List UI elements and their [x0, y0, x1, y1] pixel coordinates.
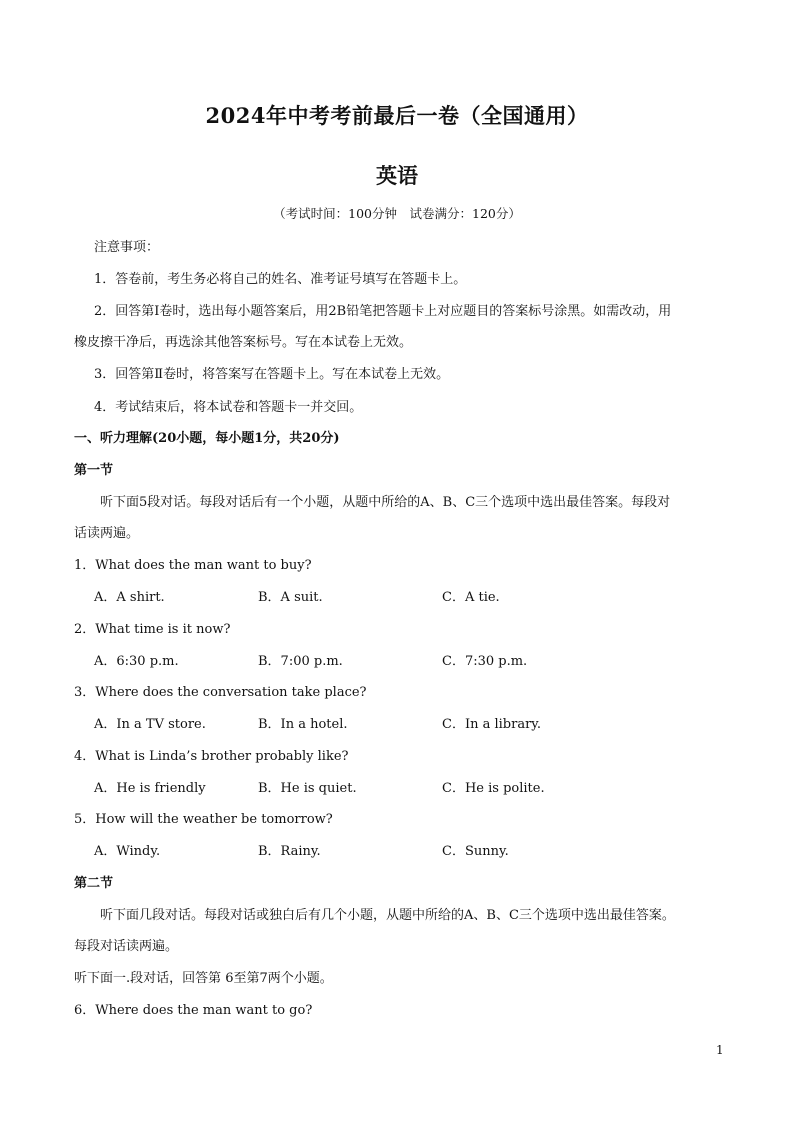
- note-item: 1．答卷前，考生务必将自己的姓名、准考证号填写在答题卡上。: [94, 272, 467, 287]
- question-stem: 3．Where does the conversation take place?: [74, 685, 367, 700]
- option-a: A．In a TV store.: [94, 717, 206, 732]
- option-a: A．He is friendly: [94, 781, 206, 796]
- note-item: 4．考试结束后，将本试卷和答题卡一并交回。: [94, 400, 363, 415]
- question-stem: 1．What does the man want to buy?: [74, 558, 312, 573]
- option-a: A．Windy.: [94, 844, 161, 859]
- option-c: C．7:30 p.m.: [442, 654, 528, 669]
- part-instruction: 听下面几段对话。每段对话或独白后有几个小题，从题中所给的A、B、C三个选项中选出最佳答案。: [100, 908, 675, 923]
- note-item: 2．回答第Ⅰ卷时，选出每小题答案后，用2B铅笔把答题卡上对应题目的答案标号涂黑。如需改动，用: [94, 304, 672, 319]
- page-number: 1: [716, 1043, 724, 1057]
- exam-meta: （考试时间：100分钟 试卷满分：120分）: [273, 206, 521, 221]
- option-a: A．A shirt.: [94, 590, 165, 605]
- option-c: C．Sunny.: [442, 844, 509, 859]
- option-b: B．He is quiet.: [258, 781, 357, 796]
- note-item-continued: 橡皮擦干净后，再选涂其他答案标号。写在本试卷上无效。: [74, 335, 413, 350]
- note-item: 3．回答第Ⅱ卷时，将答案写在答题卡上。写在本试卷上无效。: [94, 367, 450, 382]
- option-c: C．In a library.: [442, 717, 542, 732]
- option-b: B．In a hotel.: [258, 717, 348, 732]
- option-b: B．Rainy.: [258, 844, 321, 859]
- part-instruction-continued: 话读两遍。: [74, 526, 140, 541]
- question-stem: 4．What is Linda’s brother probably like?: [74, 749, 349, 764]
- question-stem: 2．What time is it now?: [74, 622, 231, 637]
- question-stem: 6．Where does the man want to go?: [74, 1003, 313, 1018]
- option-a: A．6:30 p.m.: [94, 654, 179, 669]
- part-heading: 第一节: [74, 463, 114, 478]
- sub-instruction: 听下面一.段对话，回答第 6至第7两个小题。: [74, 971, 333, 986]
- part-instruction-continued: 每段对话读两遍。: [74, 939, 179, 954]
- part-instruction: 听下面5段对话。每段对话后有一个小题，从题中所给的A、B、C三个选项中选出最佳答案。每段对: [100, 495, 671, 510]
- notes-heading: 注意事项：: [94, 240, 160, 255]
- option-c: C．He is polite.: [442, 781, 545, 796]
- exam-title: 2024年中考考前最后一卷（全国通用）: [205, 103, 589, 128]
- option-c: C．A tie.: [442, 590, 500, 605]
- subject-heading: 英语: [376, 163, 418, 188]
- section-heading: 一、听力理解(20小题，每小题1分，共20分): [74, 431, 340, 446]
- part-heading: 第二节: [74, 876, 114, 891]
- question-stem: 5．How will the weather be tomorrow?: [74, 812, 333, 827]
- option-b: B．7:00 p.m.: [258, 654, 343, 669]
- option-b: B．A suit.: [258, 590, 323, 605]
